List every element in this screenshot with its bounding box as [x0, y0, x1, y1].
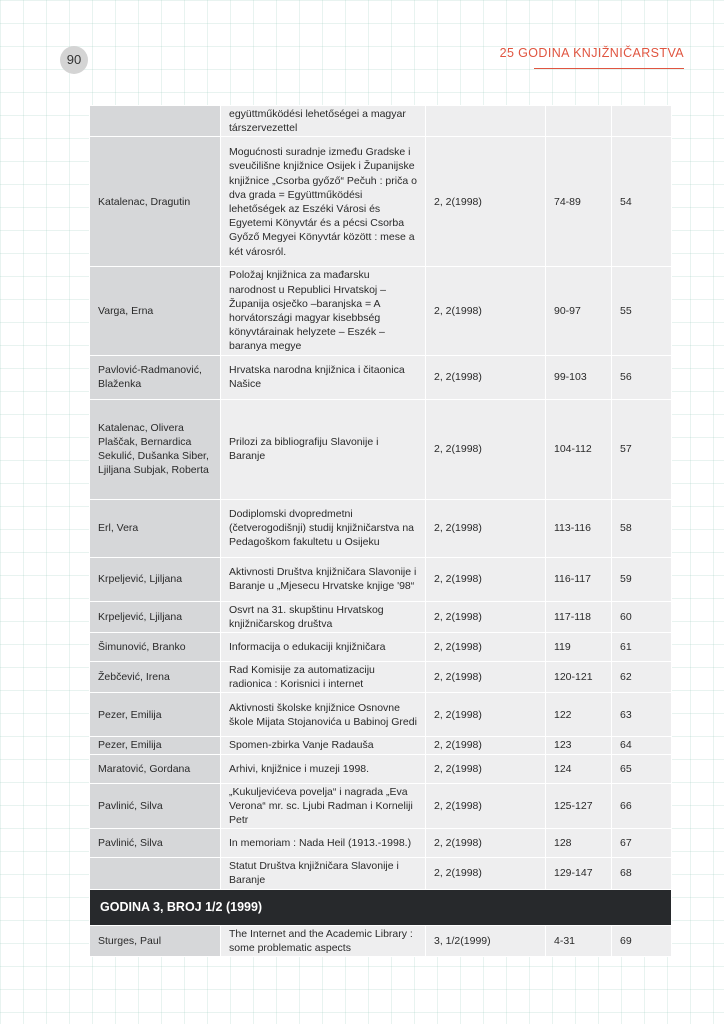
entry-number-cell: 66 [612, 783, 672, 829]
volume-cell: 2, 2(1998) [426, 557, 546, 601]
table-row [90, 829, 672, 858]
volume-cell: 2, 2(1998) [426, 829, 546, 858]
author-cell: Šimunović, Branko [90, 633, 221, 662]
volume-cell: 2, 2(1998) [426, 601, 546, 632]
title-cell: Prilozi za bibliografiju Slavonije i Baranje [221, 399, 426, 499]
entry-number-cell: 54 [612, 137, 672, 267]
volume-cell: 2, 2(1998) [426, 499, 546, 557]
running-title: 25 GODINA KNJIŽNIČARSTVA [499, 46, 684, 60]
volume-cell [426, 106, 546, 137]
table-row [90, 783, 672, 829]
title-cell: „Kukuljevićeva povelja“ i nagrada „Eva Verona“ mr. sc. Ljubi Radman i Korneliji Petr [221, 783, 426, 829]
table-row [90, 106, 672, 137]
entry-number-cell: 61 [612, 633, 672, 662]
table-row [90, 499, 672, 557]
table-row [90, 267, 672, 355]
table-row [90, 601, 672, 632]
entry-number-cell: 68 [612, 858, 672, 889]
author-cell: Krpeljević, Ljiljana [90, 557, 221, 601]
author-cell: Sturges, Paul [90, 925, 221, 956]
title-cell: Rad Komisije za automatizaciju radionica : Korisnici i internet [221, 662, 426, 693]
title-cell: Osvrt na 31. skupštinu Hrvatskog knjižničarskog društva [221, 601, 426, 632]
pages-cell: 113-116 [546, 499, 612, 557]
pages-cell: 129-147 [546, 858, 612, 889]
table-row [90, 355, 672, 399]
author-cell: Pavlinić, Silva [90, 783, 221, 829]
table-row [90, 754, 672, 783]
author-cell: Katalenac, Olivera Plaščak, Bernardica Sekulić, Dušanka Siber, Ljiljana Subjak, Roberta [90, 399, 221, 499]
title-cell: Informacija o edukaciji knjižničara [221, 633, 426, 662]
volume-cell: 2, 2(1998) [426, 399, 546, 499]
table-row [90, 662, 672, 693]
volume-cell: 2, 2(1998) [426, 355, 546, 399]
volume-cell: 3, 1/2(1999) [426, 925, 546, 956]
volume-cell: 2, 2(1998) [426, 754, 546, 783]
entry-number-cell: 56 [612, 355, 672, 399]
entry-number-cell: 60 [612, 601, 672, 632]
table-row [90, 399, 672, 499]
table-row [90, 557, 672, 601]
author-cell: Pezer, Emilija [90, 693, 221, 737]
page-number: 90 [60, 46, 88, 74]
entry-number-cell: 64 [612, 737, 672, 754]
pages-cell: 99-103 [546, 355, 612, 399]
title-cell: In memoriam : Nada Heil (1913.-1998.) [221, 829, 426, 858]
pages-cell: 4-31 [546, 925, 612, 956]
title-cell: Hrvatska narodna knjižnica i čitaonica Našice [221, 355, 426, 399]
entry-number-cell: 62 [612, 662, 672, 693]
table-row [90, 858, 672, 889]
volume-cell: 2, 2(1998) [426, 783, 546, 829]
title-cell: The Internet and the Academic Library : some problematic aspects [221, 925, 426, 956]
title-cell: Spomen-zbirka Vanje Radauša [221, 737, 426, 754]
title-cell: Položaj knjižnica za mađarsku narodnost u Republici Hrvatskoj – Županija osječko –baranjska = A horvátországi magyar kisebbség könyvtárainak helyzete – Eszék – baranya megye [221, 267, 426, 355]
table-row [90, 925, 672, 956]
title-cell: Statut Društva knjižničara Slavonije i Baranje [221, 858, 426, 889]
title-cell: Aktivnosti Društva knjižničara Slavonije i Baranje u „Mjesecu Hrvatske knjige '98“ [221, 557, 426, 601]
entry-number-cell: 55 [612, 267, 672, 355]
pages-cell: 122 [546, 693, 612, 737]
pages-cell: 120-121 [546, 662, 612, 693]
pages-cell: 119 [546, 633, 612, 662]
title-cell: Mogućnosti suradnje između Gradske i sveučilišne knjižnice Osijek i Županijske knjižnice „Csorba győző“ Pečuh : priča o dva grada = Együttműködési lehetőségek az Eszéki Városi és Egyetemi Könyvtár és a pécsi Csorba Győző Megyei Könyvtár között : mese a két városról. [221, 137, 426, 267]
author-cell: Katalenac, Dragutin [90, 137, 221, 267]
section-header-row [90, 889, 672, 925]
author-cell: Pavlinić, Silva [90, 829, 221, 858]
title-cell: együttműködési lehetőségei a magyar társzervezettel [221, 106, 426, 137]
pages-cell: 117-118 [546, 601, 612, 632]
pages-cell: 128 [546, 829, 612, 858]
author-cell: Maratović, Gordana [90, 754, 221, 783]
pages-cell: 124 [546, 754, 612, 783]
author-cell: Pezer, Emilija [90, 737, 221, 754]
volume-cell: 2, 2(1998) [426, 662, 546, 693]
volume-cell: 2, 2(1998) [426, 858, 546, 889]
table-row [90, 693, 672, 737]
entry-number-cell: 57 [612, 399, 672, 499]
pages-cell: 116-117 [546, 557, 612, 601]
entry-number-cell [612, 106, 672, 137]
author-cell: Varga, Erna [90, 267, 221, 355]
author-cell: Pavlović-Radmanović, Blaženka [90, 355, 221, 399]
entry-number-cell: 58 [612, 499, 672, 557]
table-row [90, 737, 672, 754]
volume-cell: 2, 2(1998) [426, 137, 546, 267]
entry-number-cell: 67 [612, 829, 672, 858]
pages-cell: 74-89 [546, 137, 612, 267]
author-cell: Krpeljević, Ljiljana [90, 601, 221, 632]
section-header: GODINA 3, BROJ 1/2 (1999) [90, 889, 672, 925]
pages-cell [546, 106, 612, 137]
volume-cell: 2, 2(1998) [426, 737, 546, 754]
volume-cell: 2, 2(1998) [426, 693, 546, 737]
entry-number-cell: 69 [612, 925, 672, 956]
entry-number-cell: 65 [612, 754, 672, 783]
author-cell: Žebčević, Irena [90, 662, 221, 693]
title-cell: Dodiplomski dvopredmetni (četverogodišnji) studij knjižničarstva na Pedagoškom fakultetu u Osijeku [221, 499, 426, 557]
author-cell: Erl, Vera [90, 499, 221, 557]
pages-cell: 104-112 [546, 399, 612, 499]
volume-cell: 2, 2(1998) [426, 633, 546, 662]
header-rule [534, 68, 684, 69]
pages-cell: 123 [546, 737, 612, 754]
table-row [90, 137, 672, 267]
bibliography-table [89, 105, 672, 957]
author-cell [90, 858, 221, 889]
pages-cell: 90-97 [546, 267, 612, 355]
entry-number-cell: 59 [612, 557, 672, 601]
title-cell: Aktivnosti školske knjižnice Osnovne škole Mijata Stojanovića u Babinoj Gredi [221, 693, 426, 737]
pages-cell: 125-127 [546, 783, 612, 829]
title-cell: Arhivi, knjižnice i muzeji 1998. [221, 754, 426, 783]
author-cell [90, 106, 221, 137]
volume-cell: 2, 2(1998) [426, 267, 546, 355]
table-row [90, 633, 672, 662]
entry-number-cell: 63 [612, 693, 672, 737]
